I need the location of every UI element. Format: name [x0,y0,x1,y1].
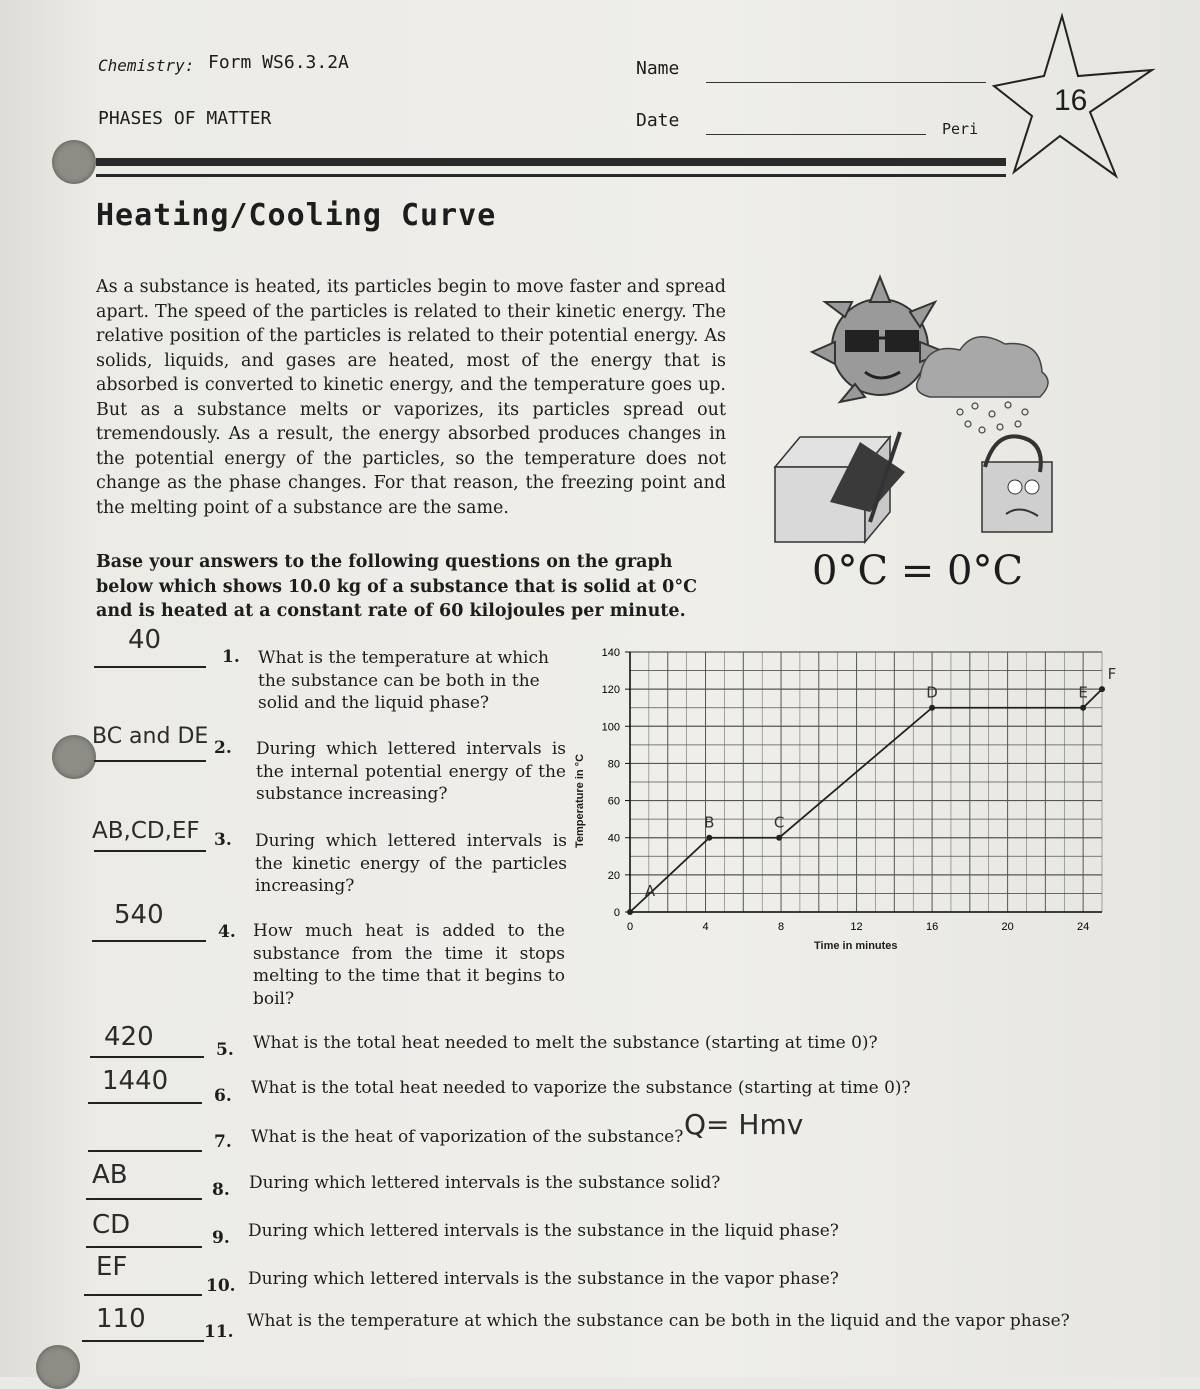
question-text-9: During which lettered intervals is the substance in the liquid phase? [248,1221,839,1241]
question-number-6: 6. [214,1086,232,1106]
graph-instructions: Base your answers to the following questions on the graph below which shows 10.0 kg of a substance that is solid at 0°C and is heated at a constant rate of 60 kilojoules per minute. [96,552,698,621]
point-label-a: A [644,882,656,900]
answer-3: AB,CD,EF [92,818,200,844]
header-rule [96,158,1006,166]
binder-hole-middle [52,735,96,779]
date-label: Date [636,110,680,131]
answer-6: 1440 [102,1066,169,1096]
formula-note: Q= Hmv [684,1108,804,1141]
sun-and-ice-cartoon [770,272,1060,562]
question-number-10: 10. [206,1276,236,1296]
question-number-3: 3. [214,830,232,850]
point-label-e: E [1078,683,1088,702]
binder-hole-top [52,140,96,184]
x-tick-label: 8 [777,921,785,933]
x-tick-label: 20 [1001,921,1014,933]
answer-line-1 [94,666,206,668]
answer-11: 110 [96,1304,146,1334]
x-axis-label: Time in minutes [814,940,898,952]
answer-line-6 [88,1102,202,1104]
question-text-4: How much heat is added to the substance from the time it stops melting to the time that it begins to boil? [253,921,565,1009]
curve-point-d [929,705,935,711]
y-tick-label: 40 [607,832,620,845]
answer-5: 420 [104,1022,154,1052]
question-number-11: 11. [204,1322,234,1342]
period-label: Peri [942,120,979,138]
y-axis-label: Temperature in °C [574,753,586,849]
answer-8: AB [92,1160,128,1190]
question-number-7: 7. [214,1132,232,1152]
y-tick-label: 100 [601,721,620,734]
name-label: Name [636,58,680,79]
answer-line-8 [86,1198,202,1200]
date-line [706,134,926,135]
answer-9: CD [92,1210,131,1240]
question-text-11: What is the temperature at which the substance can be both in the liquid and the vapor phase? [247,1311,1070,1331]
name-line [706,82,986,83]
curve-point-c [776,835,782,841]
point-label-f: F [1107,665,1117,684]
y-tick-label: 80 [607,758,620,771]
x-tick-label: 4 [702,921,709,933]
answer-line-4 [92,940,206,942]
curve-point-e [1080,705,1086,711]
answer-1: 40 [128,625,162,655]
intro-paragraph: As a substance is heated, its particles begin to move faster and spread apart. The speed of the particles is related to their kinetic energy. The relative position of the particles is related to their potential energy. As solids, liquids, and gases are heated, most of the energy that is absorbed is converted to kinetic energy, and the temperature goes up. But as a substance melts or vaporizes, its particles spread out tremendously. As a result, the energy absorbed produces changes in the potential energy of the particles, so the temperature does not change as the phase changes. For that reason, the freezing point and the melting point of a substance are the same. [96,277,726,518]
cartoon-caption: 0°C = 0°C [812,548,1024,594]
answer-2: BC and DE [92,724,209,749]
question-text-3: During which lettered intervals is the kinetic energy of the particles increasing? [255,831,567,896]
y-tick-label: 60 [607,795,620,808]
question-number-4: 4. [218,922,236,942]
page-title: Heating/Cooling Curve [96,198,497,233]
question-text-7: What is the heat of vaporization of the substance? [251,1127,684,1147]
point-label-c: C [773,813,785,832]
binder-hole-bottom [36,1345,80,1389]
answer-10: EF [96,1252,128,1282]
answer-line-7 [88,1150,202,1152]
course-label: Chemistry: [98,56,195,75]
answer-line-9 [86,1246,202,1248]
point-label-b: B [704,813,715,832]
question-text-8: During which lettered intervals is the substance solid? [249,1173,721,1193]
curve-point-b [706,835,712,841]
question-text-10: During which lettered intervals is the substance in the vapor phase? [248,1269,839,1289]
question-number-5: 5. [216,1040,234,1060]
answer-line-5 [90,1056,204,1058]
answer-line-3 [94,850,206,852]
answer-line-2 [94,760,206,762]
unit-label: PHASES OF MATTER [98,108,272,129]
heating-curve-chart [570,640,1117,970]
y-tick-label: 0 [613,907,620,919]
y-tick-label: 20 [607,869,620,882]
header-rule-thin [96,174,1006,177]
x-tick-label: 16 [925,921,939,933]
x-tick-label: 24 [1076,921,1090,933]
y-tick-label: 140 [601,647,620,659]
x-tick-label: 12 [850,921,863,933]
answer-line-11 [82,1340,204,1342]
point-label-d: D [926,683,938,702]
question-number-9: 9. [212,1228,230,1248]
question-number-8: 8. [212,1180,230,1200]
answer-line-10 [84,1294,202,1296]
question-text-1: What is the temperature at which the substance can be both in the solid and the liquid phase? [258,648,549,713]
question-text-2: During which lettered intervals is the internal potential energy of the substance increasing? [256,739,566,804]
form-label: Form WS6.3.2A [208,52,349,73]
curve-point-a [627,909,633,915]
question-number-1: 1. [222,647,240,667]
question-text-5: What is the total heat needed to melt the substance (starting at time 0)? [253,1033,878,1053]
answer-4: 540 [114,900,164,930]
curve-point-f [1099,686,1105,692]
x-tick-label: 0 [626,921,634,933]
star-number: 16 [1054,84,1088,117]
y-tick-label: 120 [601,684,620,697]
question-number-2: 2. [214,738,232,758]
question-text-6: What is the total heat needed to vaporize the substance (starting at time 0)? [251,1078,911,1098]
